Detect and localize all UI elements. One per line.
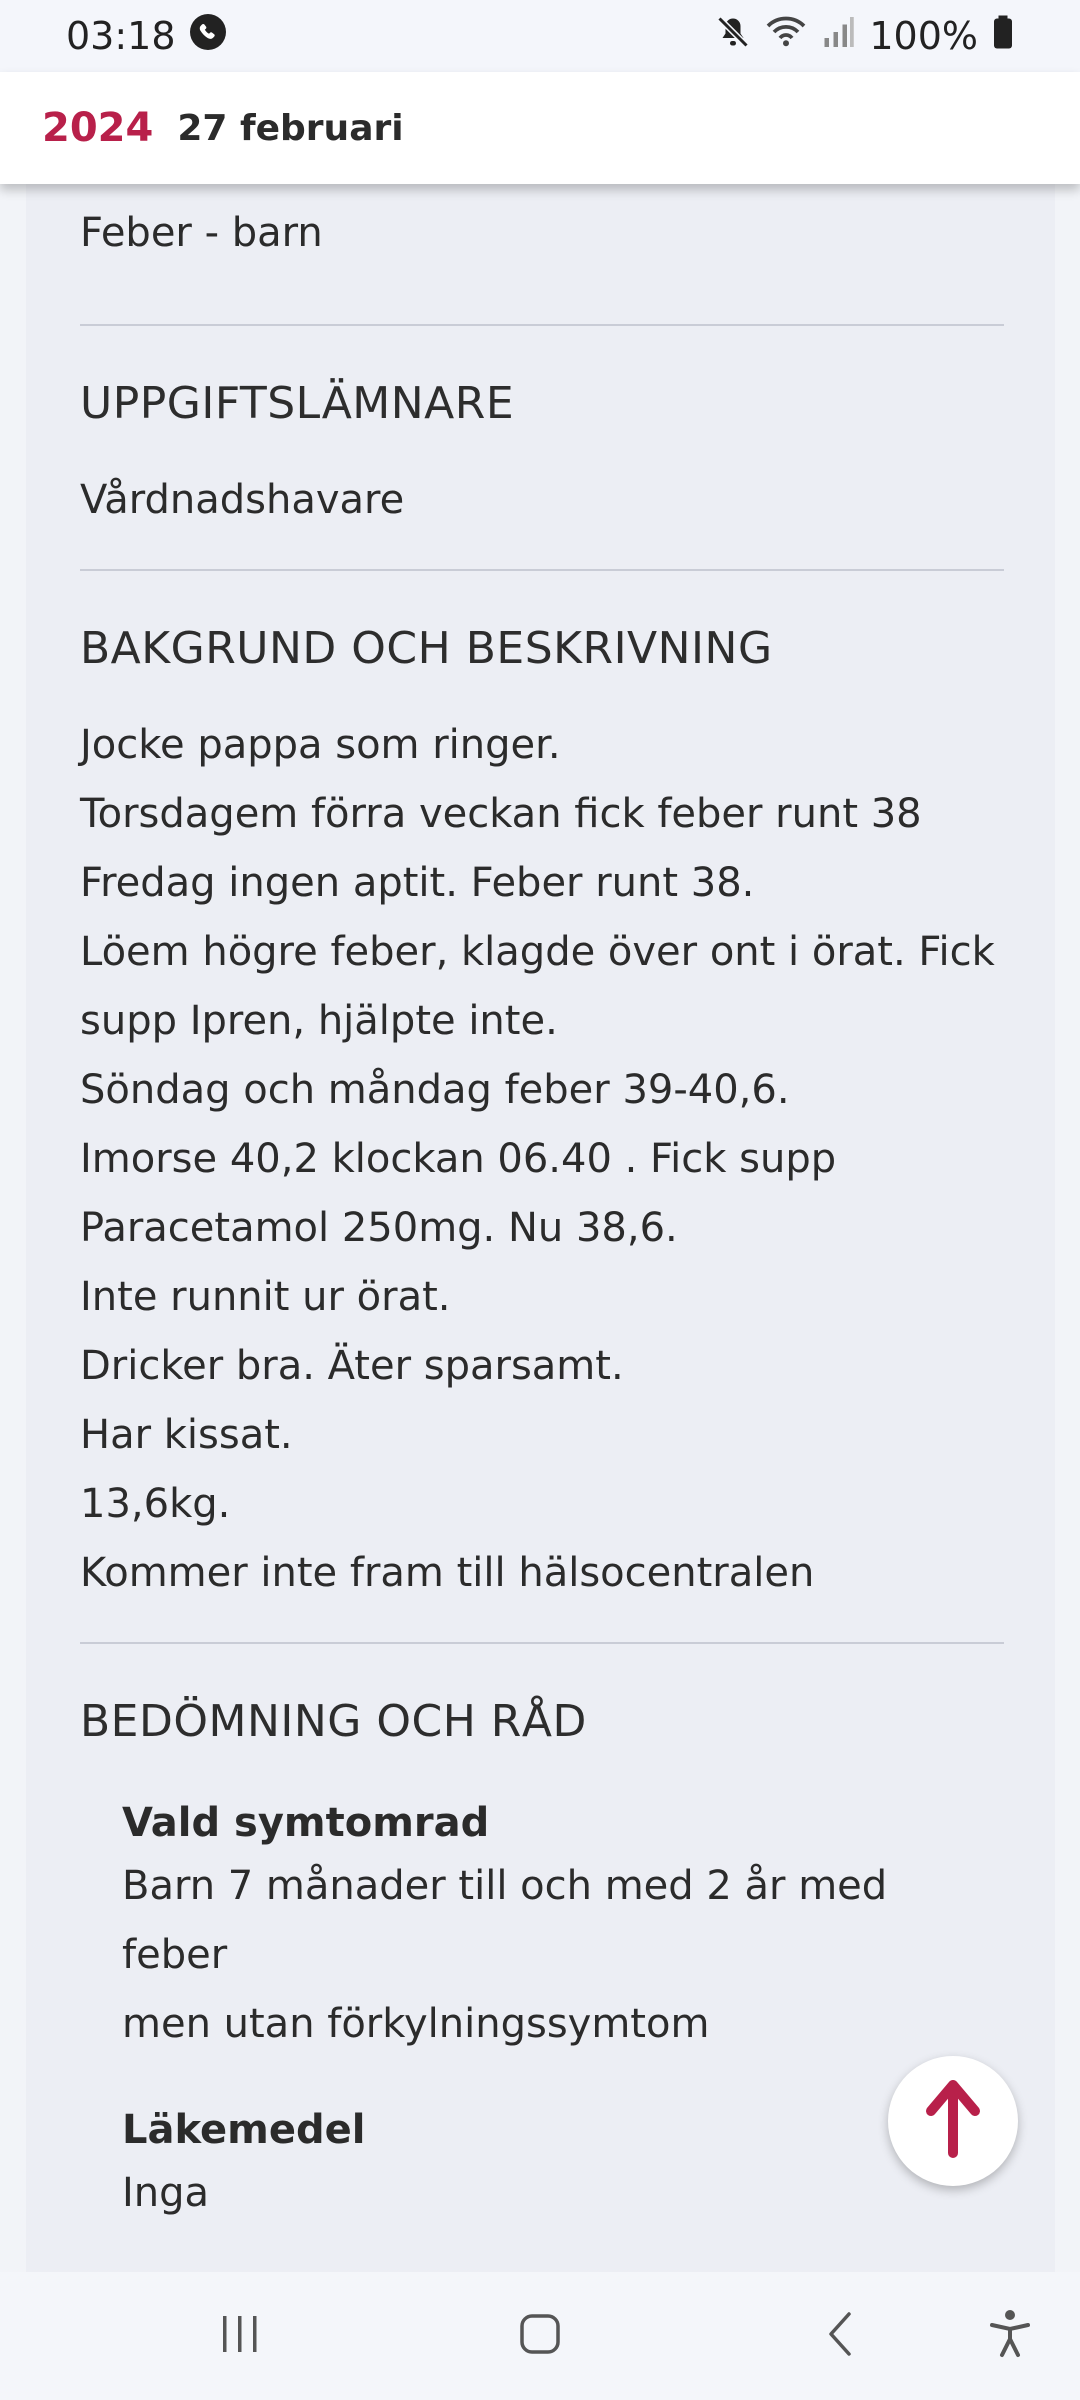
header-year: 2024 — [42, 105, 154, 151]
background-line: Fredag ingen aptit. Feber runt 38. — [80, 860, 755, 906]
arrow-up-icon — [923, 2079, 983, 2163]
background-line: Dricker bra. Äter sparsamt. — [80, 1343, 624, 1389]
symptom-label: Vald symtomrad — [122, 1800, 490, 1846]
informant-title: UPPGIFTSLÄMNARE — [80, 378, 515, 429]
symptom-block — [80, 1794, 1004, 2059]
background-line: Söndag och måndag feber 39-40,6. — [80, 1067, 790, 1113]
background-line: Paracetamol 250mg. Nu 38,6. — [80, 1205, 678, 1251]
wifi-icon — [765, 14, 807, 59]
back-button[interactable] — [800, 2272, 880, 2400]
back-icon — [825, 2310, 855, 2362]
background-line: Löem högre feber, klagde över ont i örat. Fick — [80, 929, 995, 975]
informant-value: Vårdnadshavare — [80, 477, 405, 523]
background-line: Inte runnit ur örat. — [80, 1274, 451, 1320]
medication-block — [80, 2101, 1004, 2228]
symptom-line: men utan förkylningssymtom — [122, 2001, 710, 2047]
header-date: 27 februari — [177, 107, 404, 149]
medication-label: Läkemedel — [122, 2107, 366, 2153]
recent-apps-icon — [218, 2314, 262, 2358]
background-line: supp Ipren, hjälpte inte. — [80, 998, 558, 1044]
battery-percent: 100% — [869, 14, 978, 58]
assessment-title: BEDÖMNING OCH RÅD — [80, 1696, 587, 1747]
background-line: Jocke pappa som ringer. — [80, 722, 561, 768]
background-line: Kommer inte fram till hälsocentralen — [80, 1550, 815, 1596]
battery-icon — [992, 14, 1014, 59]
recent-apps-button[interactable] — [200, 2272, 280, 2400]
status-time: 03:18 — [66, 14, 176, 58]
mute-icon — [715, 14, 751, 59]
home-icon — [518, 2312, 562, 2360]
scroll-to-top-button[interactable] — [888, 2056, 1018, 2186]
content-area — [80, 184, 1004, 2228]
medication-value: Inga — [122, 2170, 210, 2216]
background-line: Torsdagem förra veckan fick feber runt 38 — [80, 791, 922, 837]
status-left — [66, 14, 226, 59]
background-text — [80, 711, 1004, 1608]
accessibility-icon — [988, 2309, 1032, 2363]
phone-call-icon — [190, 14, 226, 59]
system-nav-bar — [0, 2272, 1080, 2400]
status-bar — [0, 0, 1080, 72]
background-line: Imorse 40,2 klockan 06.40 . Fick supp — [80, 1136, 837, 1182]
symptom-line: Barn 7 månader till och med 2 år med feber — [122, 1863, 888, 1978]
background-line: 13,6kg. — [80, 1481, 231, 1527]
category-value: Feber - barn — [80, 209, 323, 256]
status-right — [715, 14, 1014, 59]
background-title: BAKGRUND OCH BESKRIVNING — [80, 623, 773, 674]
signal-icon — [821, 14, 855, 59]
home-button[interactable] — [500, 2272, 580, 2400]
page-header — [0, 72, 1080, 184]
accessibility-button[interactable] — [970, 2272, 1050, 2400]
background-line: Har kissat. — [80, 1412, 293, 1458]
